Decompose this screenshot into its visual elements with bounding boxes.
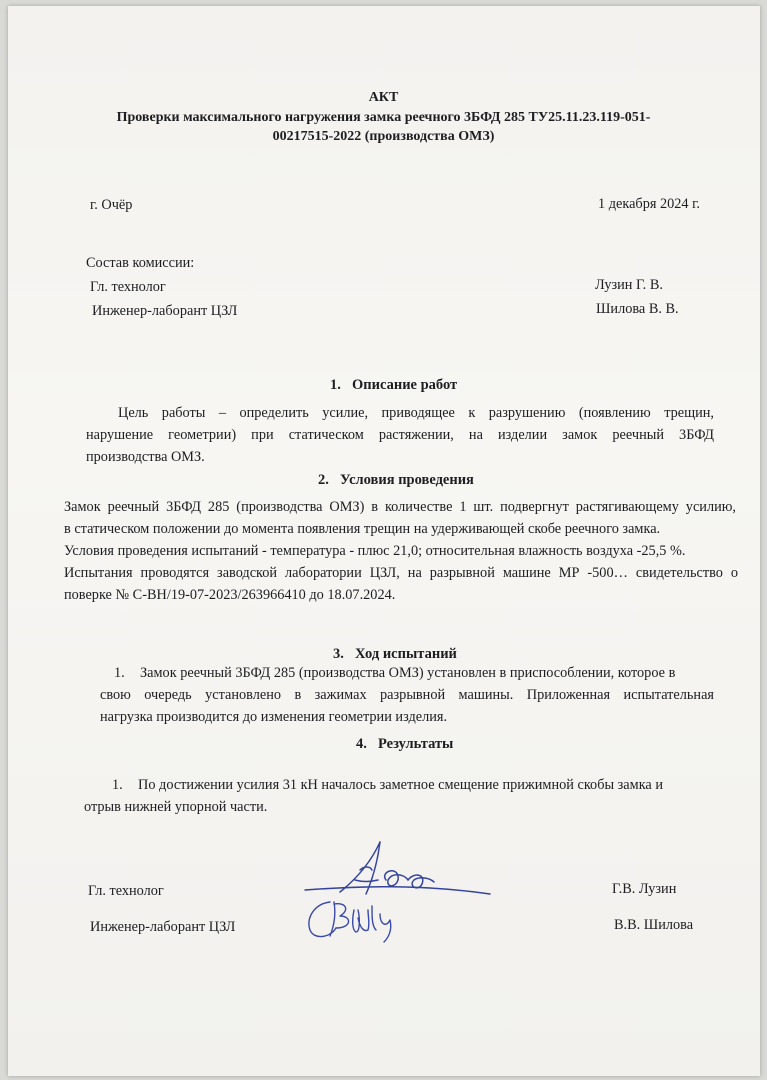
commission-role-1: Гл. технолог [90,279,166,295]
section-2-heading [318,472,474,489]
section-1-line-2: нарушение геометрии) при статическом растяжении, на изделии замок реечный 3БФД [86,427,714,443]
section-4-item-number: 1. [112,777,123,793]
signature-role-1: Гл. технолог [88,883,164,899]
commission-label: Состав комиссии: [86,255,195,271]
section-3-line-3: нагрузка производится до изменения геометрии изделия. [100,709,448,725]
section-1-number: 1. [330,377,341,393]
commission-name-1: Лузин Г. В. [595,277,663,293]
section-2-line-3: Условия проведения испытаний - температура - плюс 21,0; относительная влажность воздуха -25,5 %. [64,543,686,559]
section-4-line-2: отрыв нижней упорной части. [84,799,268,815]
section-1-line-1: Цель работы – определить усилие, приводящее к разрушению (появлению трещин, [118,405,714,421]
document-subtitle-line-1: Проверки максимального нагружения замка реечного 3БФД 285 ТУ25.11.23.119-051- [116,110,651,125]
section-1-title: Описание работ [352,377,458,393]
section-3-item [114,662,675,684]
section-3-item-number: 1. [114,665,125,681]
section-2-line-5: поверке № С-ВН/19-07-2023/263966410 до 18.07.2024. [64,587,396,603]
section-4-line-1: По достижении усилия 31 кН началось заметное смещение прижимной скобы замка и [138,777,663,793]
section-2-line-4: Испытания проводятся заводской лаборатории ЦЗЛ, на разрывной машине МР -500… свидетельство о [64,565,738,581]
section-4-title: Результаты [378,736,454,752]
commission-name-2: Шилова В. В. [596,301,679,317]
document-subtitle-line-2: 00217515-2022 (производства ОМЗ) [272,129,495,144]
section-2-title: Условия проведения [340,472,474,488]
signature-name-2: В.В. Шилова [614,917,694,933]
section-2-line-1: Замок реечный 3БФД 285 (производства ОМЗ) в количестве 1 шт. подвергнут растягивающему усилию, [64,499,736,515]
section-3-line-2: свою очередь установлено в зажимах разрывной машины. Приложенная испытательная [100,687,714,703]
section-4-item [112,774,663,796]
section-3-heading [333,646,457,663]
section-2-number: 2. [318,472,329,488]
date: 1 декабря 2024 г. [598,196,700,212]
section-4-number: 4. [356,736,367,752]
section-1-heading [330,377,457,394]
city: г. Очёр [90,197,133,213]
document-title: АКТ [368,90,399,105]
section-3-title: Ход испытаний [355,646,457,662]
signature-role-2: Инженер-лаборант ЦЗЛ [90,919,236,935]
commission-role-2: Инженер-лаборант ЦЗЛ [92,303,238,319]
section-4-heading [356,736,453,753]
section-3-number: 3. [333,646,344,662]
signature-2-handwritten [300,896,410,944]
section-2-line-2: в статическом положении до момента появления трещин на удерживающей скобе реечного замка. [64,521,661,537]
section-3-line-1: Замок реечный 3БФД 285 (производства ОМЗ) установлен в приспособлении, которое в [140,665,676,681]
section-1-line-3: производства ОМЗ. [86,449,205,465]
signature-name-1: Г.В. Лузин [612,881,677,897]
